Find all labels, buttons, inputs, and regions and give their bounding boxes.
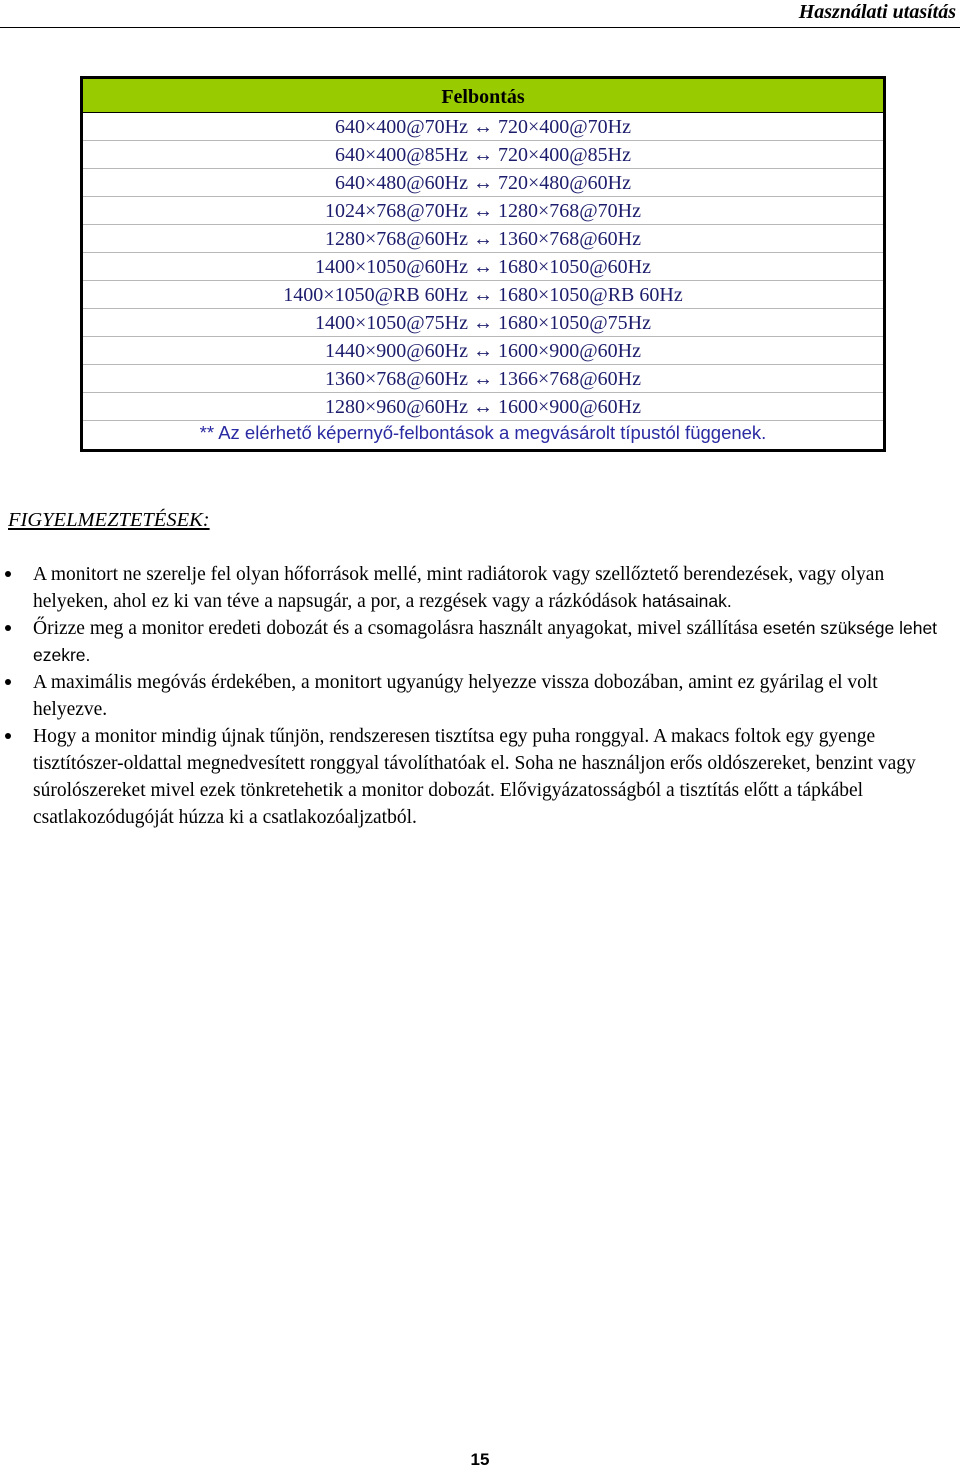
warning-item bbox=[0, 723, 956, 831]
warning-text: A monitort ne szerelje fel olyan hőforrások mellé, mint radiátorok vagy szellőztető berendezések, vagy olyan helyeken, ahol ez ki van téve a napsugár, a por, a rezgések vagy a rázkódások bbox=[33, 564, 885, 612]
bullet-icon bbox=[5, 625, 11, 631]
warnings-list bbox=[0, 561, 956, 831]
warning-text: Hogy a monitor mindig újnak tűnjön, rendszeresen tisztítsa egy puha ronggyal. A makacs foltok egy gyenge tisztítószer-oldattal megnedvesített ronggyal távolíthatóak el. Soha ne használjon erős oldószereket, benzint vagy súrolószereket mivel ezek tönkretehetik a monitor dobozát. Elővigyázatosságból a tisztítás előtt a tápkábel csatlakozódugóját húzza ki a csatlakozóaljzatból. bbox=[33, 726, 916, 828]
document-title: Használati utasítás bbox=[798, 1, 956, 23]
resolution-row: 640×400@85Hz ↔ 720×400@85Hz bbox=[83, 141, 883, 169]
resolution-row: 1360×768@60Hz ↔ 1366×768@60Hz bbox=[83, 365, 883, 393]
warning-item bbox=[0, 615, 956, 669]
resolution-row: 1440×900@60Hz ↔ 1600×900@60Hz bbox=[83, 337, 883, 365]
resolution-table-heading: Felbontás bbox=[83, 79, 883, 113]
warning-text-end: hatásainak. bbox=[642, 591, 732, 611]
warning-item bbox=[0, 561, 956, 615]
bullet-icon bbox=[5, 571, 11, 577]
bullet-icon bbox=[5, 679, 11, 685]
resolution-row: 1280×768@60Hz ↔ 1360×768@60Hz bbox=[83, 225, 883, 253]
page-number: 15 bbox=[470, 1450, 490, 1469]
resolution-row: 640×480@60Hz ↔ 720×480@60Hz bbox=[83, 169, 883, 197]
warnings-heading: FIGYELMEZTETÉSEK: bbox=[8, 509, 210, 531]
warning-text: Őrizze meg a monitor eredeti dobozát és a csomagolásra használt anyagokat, mivel szállítása bbox=[33, 618, 759, 639]
warning-text: A maximális megóvás érdekében, a monitort ugyanúgy helyezze vissza dobozában, amint ez gyárilag el volt helyezve. bbox=[33, 672, 878, 720]
bullet-icon bbox=[5, 733, 11, 739]
resolution-note: ** Az elérhető képernyő-felbontások a megvásárolt típustól függenek. bbox=[199, 422, 767, 443]
resolution-row: 1024×768@70Hz ↔ 1280×768@70Hz bbox=[83, 197, 883, 225]
resolution-row: 1400×1050@75Hz ↔ 1680×1050@75Hz bbox=[83, 309, 883, 337]
header-divider bbox=[0, 27, 960, 28]
resolution-row: 1280×960@60Hz ↔ 1600×900@60Hz bbox=[83, 393, 883, 421]
resolution-table bbox=[80, 76, 886, 452]
resolution-row: 1400×1050@60Hz ↔ 1680×1050@60Hz bbox=[83, 253, 883, 281]
resolution-row: 640×400@70Hz ↔ 720×400@70Hz bbox=[83, 113, 883, 141]
warning-item bbox=[0, 669, 956, 723]
warning-text-end: esetén szüksége lehet ezekre. bbox=[33, 618, 938, 665]
resolution-row: 1400×1050@RB 60Hz ↔ 1680×1050@RB 60Hz bbox=[83, 281, 883, 309]
